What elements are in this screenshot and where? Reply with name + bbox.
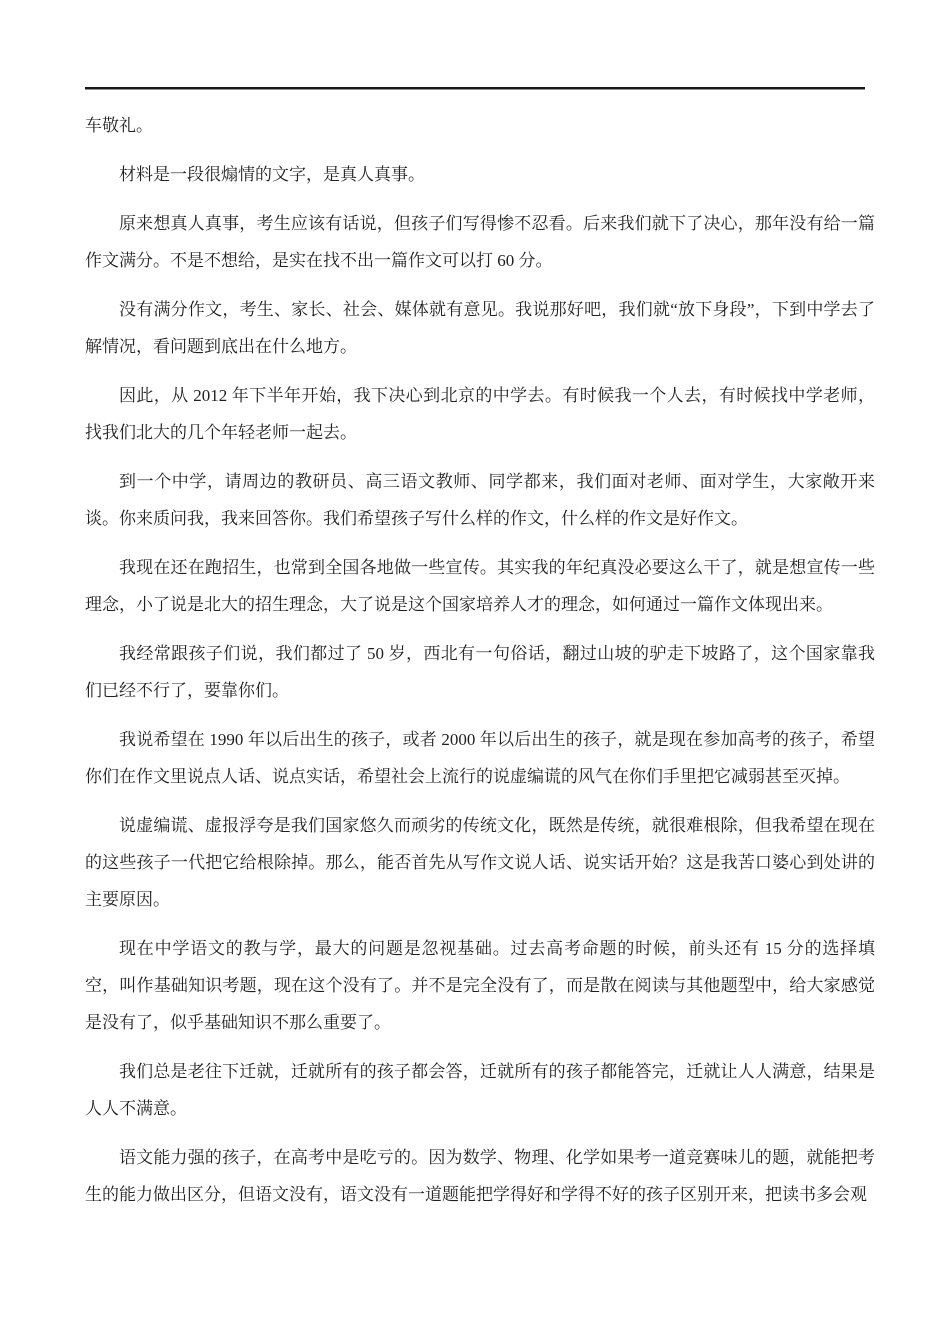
paragraph-6: 到一个中学，请周边的教研员、高三语文教师、同学都来，我们面对老师、面对学生，大家敞开来谈。你来质问我，我来回答你。我们希望孩子写什么样的作文，什么样的作文是好作文。: [85, 472, 875, 528]
horizontal-divider: [85, 87, 865, 90]
paragraph-5: 因此，从 2012 年下半年开始，我下决心到北京的中学去。有时候我一个人去，有时候找中学老师，找我们北大的几个年轻老师一起去。: [85, 386, 875, 442]
paragraph-10: 说虚编谎、虚报浮夸是我们国家悠久而顽劣的传统文化，既然是传统，就很难根除，但我希望在现在的这些孩子一代把它给根除掉。那么，能否首先从写作文说人话、说实话开始？这是我苦口婆心到处讲的主要原因。: [85, 816, 875, 909]
paragraph-13: 语文能力强的孩子，在高考中是吃亏的。因为数学、物理、化学如果考一道竞赛味儿的题，就能把考生的能力做出区分，但语文没有，语文没有一道题能把学得好和学得不好的孩子区别开来，把读书多会观: [85, 1148, 875, 1204]
paragraph-3: 原来想真人真事，考生应该有话说，但孩子们写得惨不忍看。后来我们就下了决心，那年没有给一篇作文满分。不是不想给，是实在找不出一篇作文可以打 60 分。: [85, 214, 875, 270]
paragraph-1: 车敬礼。: [85, 116, 153, 135]
paragraph-2: 材料是一段很煽情的文字，是真人真事。: [119, 165, 425, 184]
paragraph-7: 我现在还在跑招生，也常到全国各地做一些宣传。其实我的年纪真没必要这么干了，就是想宣传一些理念，小了说是北大的招生理念，大了说是这个国家培养人才的理念，如何通过一篇作文体现出来。: [85, 558, 875, 614]
document-body: [85, 107, 875, 1225]
paragraph-9: 我说希望在 1990 年以后出生的孩子，或者 2000 年以后出生的孩子，就是现在参加高考的孩子，希望你们在作文里说点人话、说点实话，希望社会上流行的说虚编谎的风气在你们手里把它减弱甚至灭掉。: [85, 730, 875, 786]
paragraph-8: 我经常跟孩子们说，我们都过了 50 岁，西北有一句俗话，翻过山坡的驴走下坡路了，这个国家靠我们已经不行了，要靠你们。: [85, 644, 875, 700]
paragraph-12: 我们总是老往下迁就，迁就所有的孩子都会答，迁就所有的孩子都能答完，迁就让人人满意，结果是人人不满意。: [85, 1062, 875, 1118]
paragraph-4: 没有满分作文，考生、家长、社会、媒体就有意见。我说那好吧，我们就“放下身段”，下到中学去了解情况，看问题到底出在什么地方。: [85, 300, 875, 356]
paragraph-11: 现在中学语文的教与学，最大的问题是忽视基础。过去高考命题的时候，前头还有 15 分的选择填空，叫作基础知识考题，现在这个没有了。并不是完全没有了，而是散在阅读与其他题型中，给大家感觉是没有了，似乎基础知识不那么重要了。: [85, 939, 875, 1032]
